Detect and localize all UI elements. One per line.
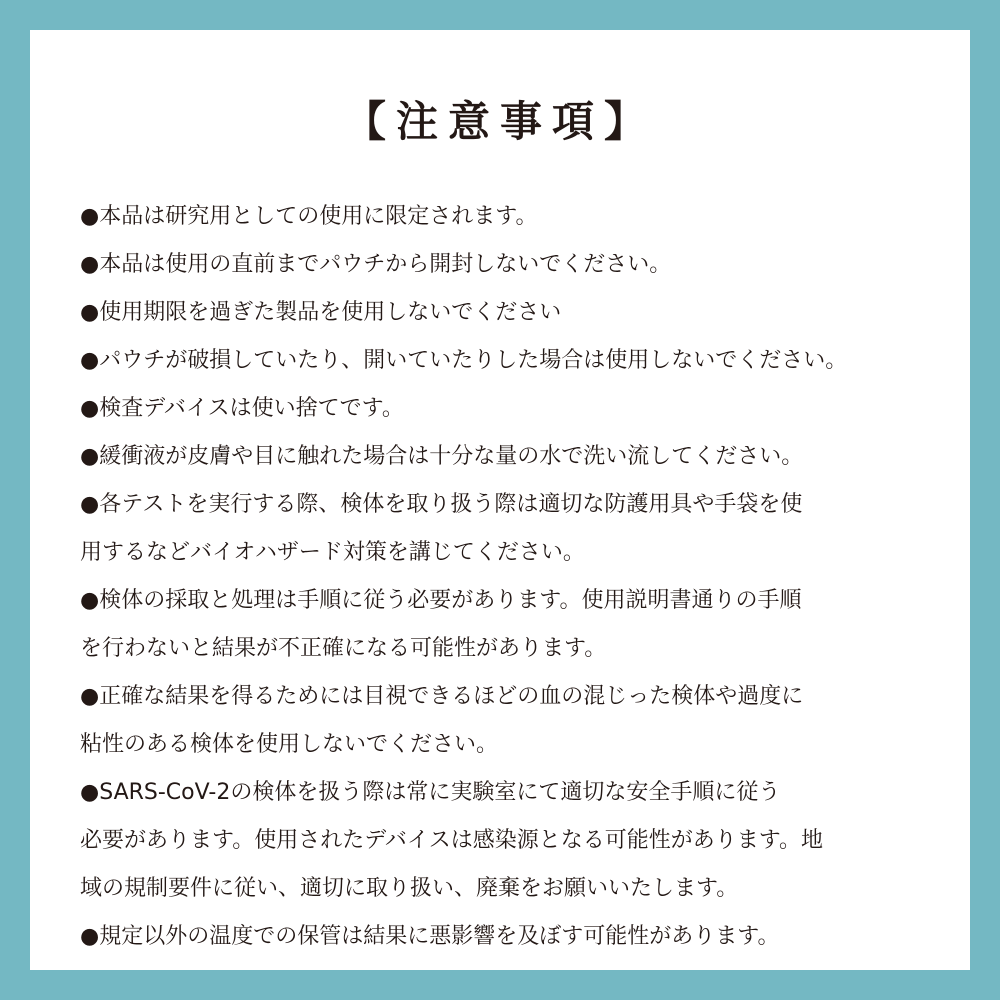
note-line: ●SARS-CoV-2の検体を扱う際は常に実験室にて適切な安全手順に従う bbox=[80, 780, 781, 805]
note-line: ●本品は使用の直前までパウチから開封しないでください。 bbox=[80, 252, 672, 277]
note-line: ●検体の採取と処理は手順に従う必要があります。使用説明書通りの手順 bbox=[80, 588, 802, 613]
note-line: ●パウチが破損していたり、開いていたりした場合は使用しないでください。 bbox=[80, 348, 848, 373]
note-line: ●正確な結果を得るためには目視できるほどの血の混じった検体や過度に bbox=[80, 684, 804, 709]
note-line: ●検査デバイスは使い捨てです。 bbox=[80, 396, 404, 421]
note-line: ●各テストを実行する際、検体を取り扱う際は適切な防護用具や手袋を使 bbox=[80, 492, 803, 517]
note-line: ●使用期限を過ぎた製品を使用しないでください bbox=[80, 300, 562, 325]
note-line: 用するなどバイオハザード対策を講じてください。 bbox=[80, 540, 585, 565]
note-line: 粘性のある検体を使用しないでください。 bbox=[80, 732, 499, 757]
notes-list bbox=[80, 193, 932, 961]
note-line: ●本品は研究用としての使用に限定されます。 bbox=[80, 204, 538, 229]
page-title: 【注意事項】 bbox=[343, 97, 656, 146]
note-line: ●緩衝液が皮膚や目に触れた場合は十分な量の水で洗い流してください。 bbox=[80, 444, 804, 469]
note-line: 必要があります。使用されたデバイスは感染源となる可能性があります。地 bbox=[80, 828, 823, 853]
note-line: ●規定以外の温度での保管は結果に悪影響を及ぼす可能性があります。 bbox=[80, 924, 780, 949]
notice-card bbox=[30, 30, 970, 970]
note-line: を行わないと結果が不正確になる可能性があります。 bbox=[80, 636, 607, 661]
note-line: 域の規制要件に従い、適切に取り扱い、廃棄をお願いいたします。 bbox=[80, 876, 739, 901]
